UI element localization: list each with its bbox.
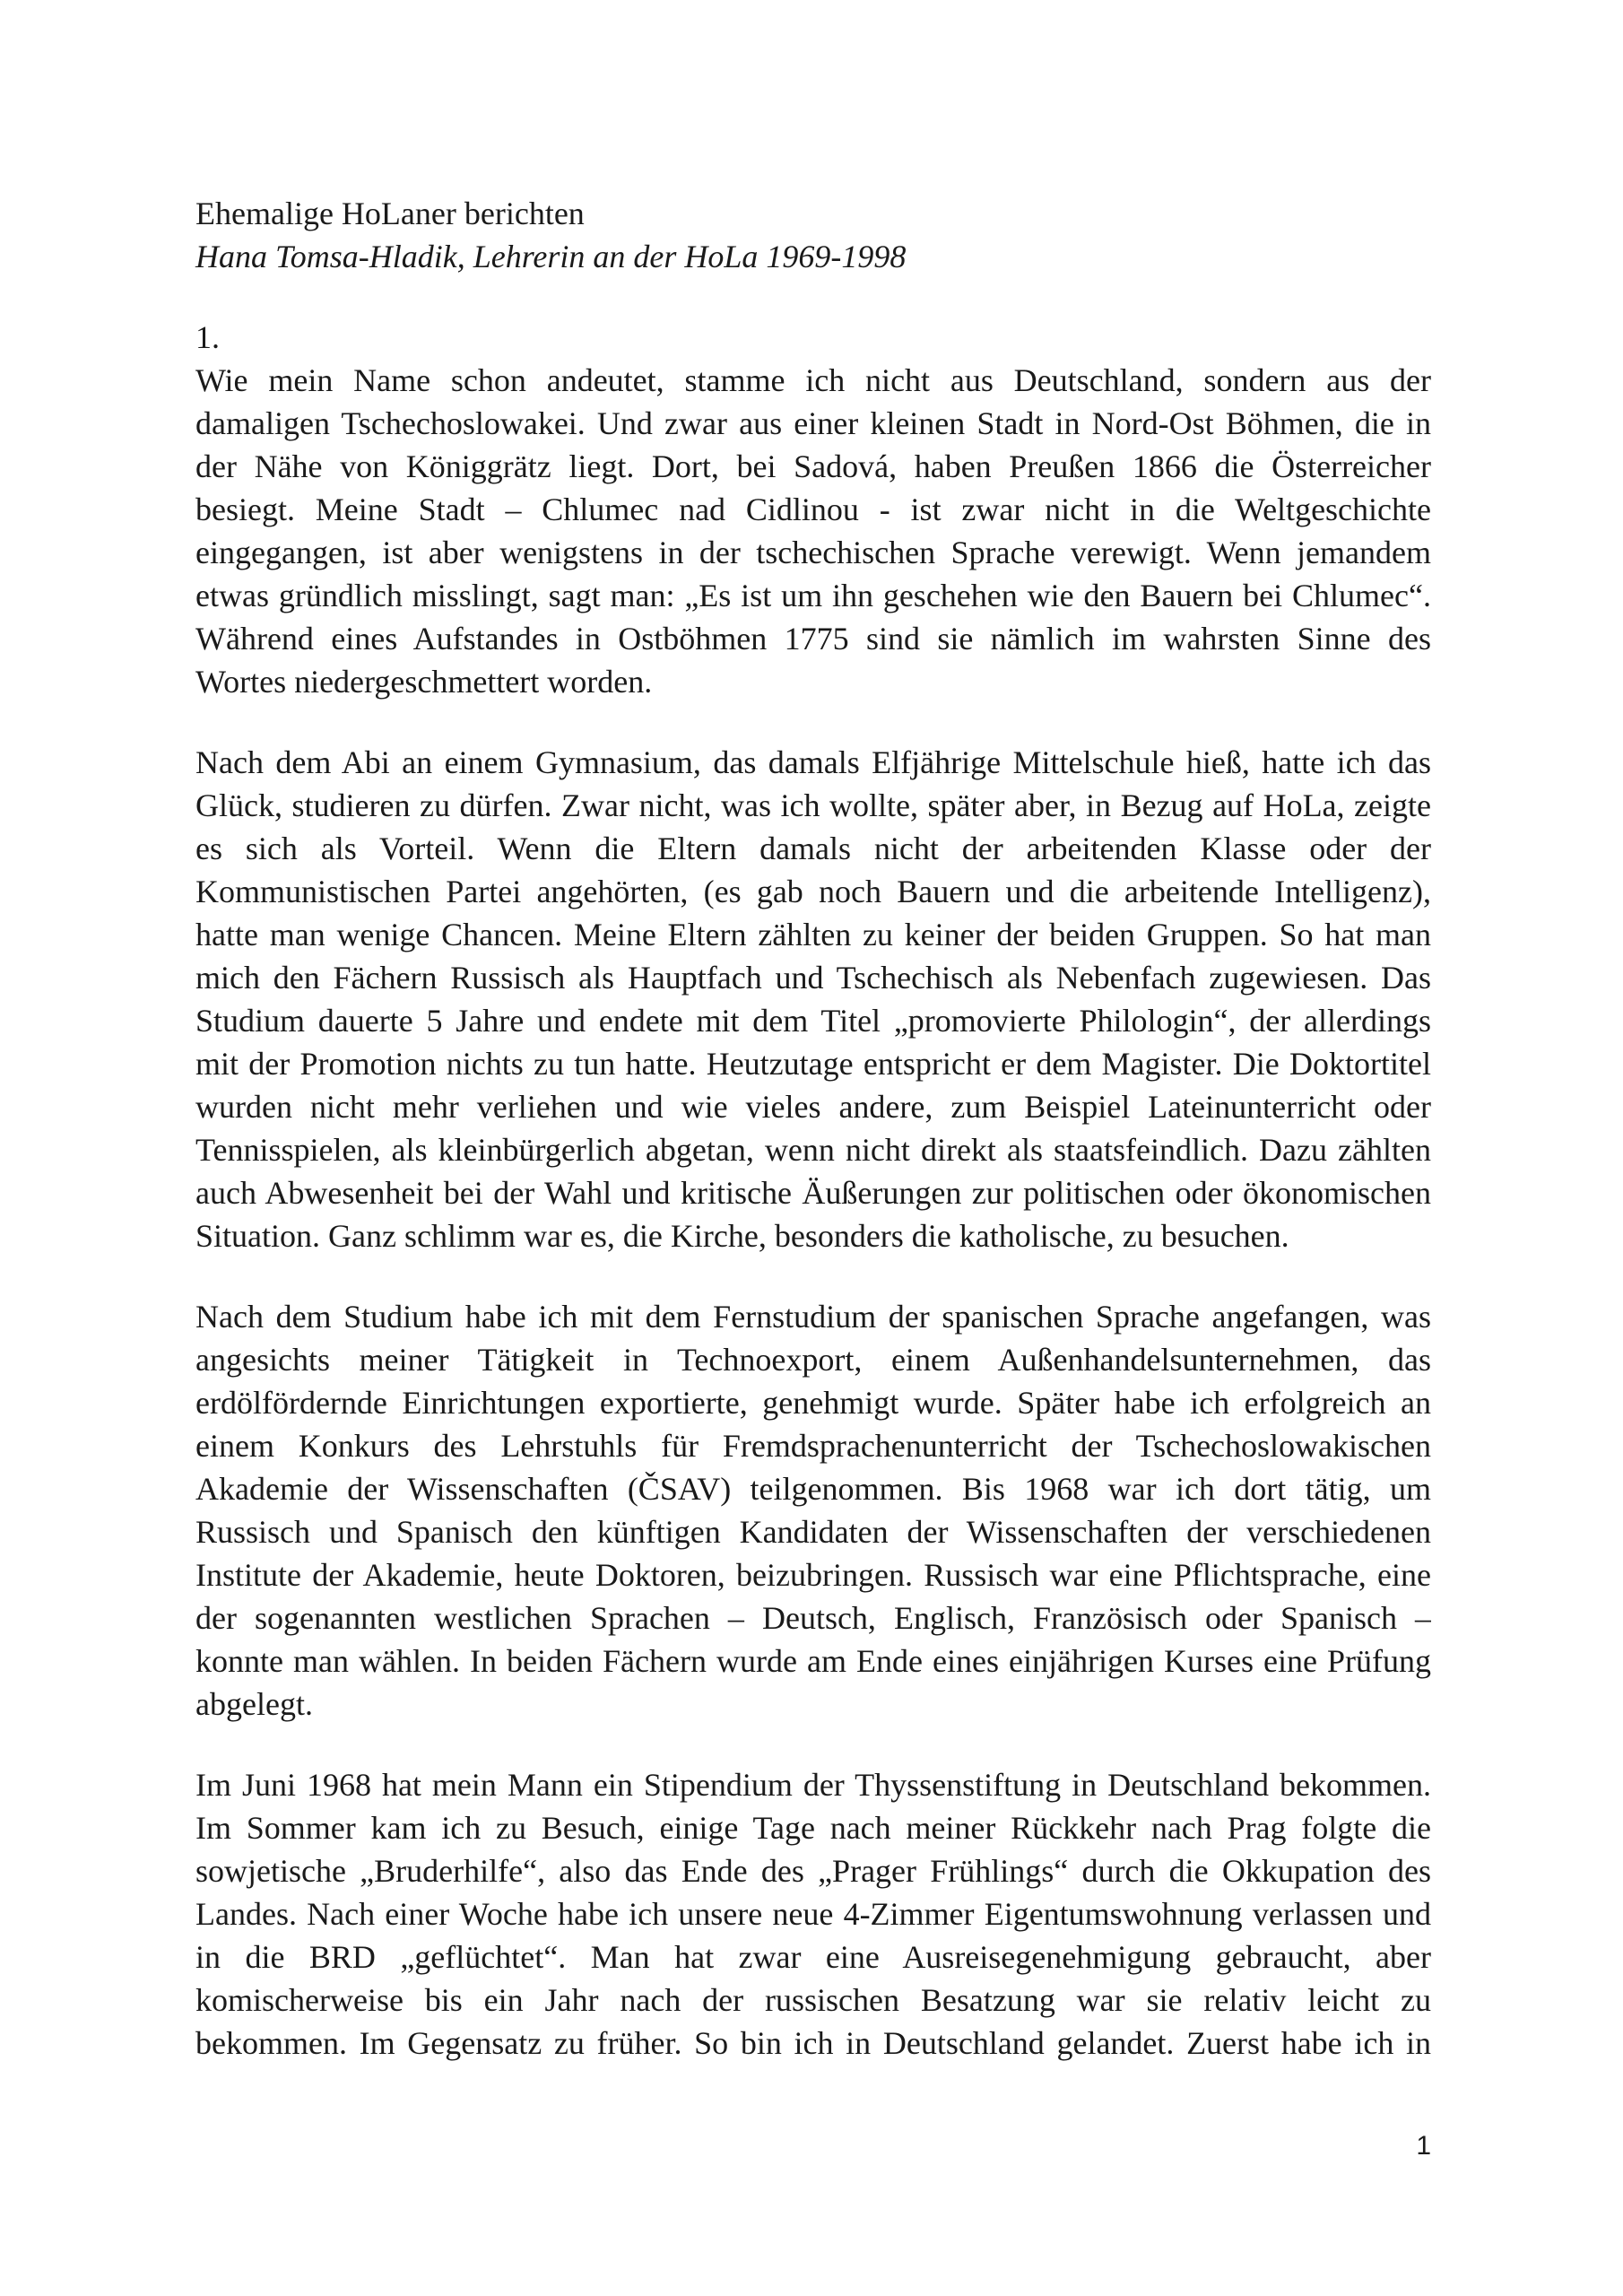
paragraph-line: Studium dauerte 5 Jahre und endete mit dem Titel „promovierte Philologin“, der allerdings [195, 1003, 1431, 1039]
paragraph-line: Im Juni 1968 hat mein Mann ein Stipendium der Thyssenstiftung in Deutschland bekommen. [195, 1767, 1431, 1803]
paragraph-line: Landes. Nach einer Woche habe ich unsere neue 4-Zimmer Eigentumswohnung verlassen und [195, 1896, 1431, 1932]
paragraph-line: konnte man wählen. In beiden Fächern wurde am Ende eines einjährigen Kurses eine Prüfung [195, 1643, 1431, 1679]
paragraph-line: etwas gründlich misslingt, sagt man: „Es ist um ihn geschehen wie den Bauern bei Chlumec“. [195, 578, 1431, 613]
paragraph-line: Im Sommer kam ich zu Besuch, einige Tage nach meiner Rückkehr nach Prag folgte die [195, 1810, 1431, 1846]
paragraph-line: auch Abwesenheit bei der Wahl und kritische Äußerungen zur politischen oder ökonomischen [195, 1175, 1431, 1211]
paragraph-line: wurden nicht mehr verliehen und wie vieles andere, zum Beispiel Lateinunterricht oder [195, 1089, 1431, 1125]
paragraph-line: es sich als Vorteil. Wenn die Eltern damals nicht der arbeitenden Klasse oder der [195, 831, 1431, 866]
paragraph-line: in die BRD „geflüchtet“. Man hat zwar eine Ausreisegenehmigung gebraucht, aber [195, 1939, 1431, 1975]
paragraph-line: mich den Fächern Russisch als Hauptfach und Tschechisch als Nebenfach zugewiesen. Das [195, 960, 1431, 996]
paragraph-line: Nach dem Studium habe ich mit dem Fernstudium der spanischen Sprache angefangen, was [195, 1299, 1431, 1335]
paragraph-line: Russisch und Spanisch den künftigen Kandidaten der Wissenschaften der verschiedenen [195, 1514, 1431, 1550]
paragraph-line: einem Konkurs des Lehrstuhls für Fremdsprachenunterricht der Tschechoslowakischen [195, 1428, 1431, 1464]
paragraph-line: der Nähe von Königgrätz liegt. Dort, bei Sadová, haben Preußen 1866 die Österreicher [195, 448, 1431, 484]
paragraph-line: Institute der Akademie, heute Doktoren, beizubringen. Russisch war eine Pflichtsprache, eine [195, 1557, 1431, 1593]
paragraph-4 [195, 1763, 1431, 2065]
paragraph-2 [195, 741, 1431, 1257]
paragraph-line: Akademie der Wissenschaften (ČSAV) teilgenommen. Bis 1968 war ich dort tätig, um [195, 1471, 1431, 1507]
paragraph-line: Tennisspielen, als kleinbürgerlich abgetan, wenn nicht direkt als staatsfeindlich. Dazu zählten [195, 1132, 1431, 1168]
text-column [195, 192, 1431, 2065]
paragraph-3 [195, 1295, 1431, 1726]
paragraph-line: komischerweise bis ein Jahr nach der russischen Besatzung war sie relativ leicht zu [195, 1982, 1431, 2018]
paragraph-line: damaligen Tschechoslowakei. Und zwar aus einer kleinen Stadt in Nord-Ost Böhmen, die in [195, 405, 1431, 441]
paragraph-line: der sogenannten westlichen Sprachen – Deutsch, Englisch, Französisch oder Spanisch – [195, 1600, 1431, 1636]
paragraph-line: Wie mein Name schon andeutet, stamme ich nicht aus Deutschland, sondern aus der [195, 362, 1431, 398]
paragraph-line: angesichts meiner Tätigkeit in Technoexport, einem Außenhandelsunternehmen, das [195, 1342, 1431, 1378]
paragraph-line: Kommunistischen Partei angehörten, (es gab noch Bauern und die arbeitende Intelligenz), [195, 874, 1431, 909]
paragraph-line: hatte man wenige Chancen. Meine Eltern zählten zu keiner der beiden Gruppen. So hat man [195, 917, 1431, 952]
page-number: 1 [1416, 2131, 1431, 2161]
paragraph-spacer [195, 1726, 1431, 1763]
paragraph-line: Während eines Aufstandes in Ostböhmen 1775 sind sie nämlich im wahrsten Sinne des [195, 621, 1431, 657]
paragraph-line: Glück, studieren zu dürfen. Zwar nicht, was ich wollte, später aber, in Bezug auf HoLa, zeigte [195, 787, 1431, 823]
paragraph-line: erdölfördernde Einrichtungen exportierte, genehmigt wurde. Später habe ich erfolgreich an [195, 1385, 1431, 1421]
document-subtitle: Hana Tomsa-Hladik, Lehrerin an der HoLa 1969-1998 [195, 239, 907, 274]
paragraph-line: abgelegt. [195, 1686, 313, 1722]
paragraph-line: Situation. Ganz schlimm war es, die Kirche, besonders die katholische, zu besuchen. [195, 1218, 1289, 1254]
paragraph-spacer [195, 703, 1431, 741]
document-title: Ehemalige HoLaner berichten [195, 196, 585, 231]
paragraph-line: Wortes niedergeschmettert worden. [195, 664, 653, 700]
paragraph-line: mit der Promotion nichts zu tun hatte. Heutzutage entspricht er dem Magister. Die Doktortitel [195, 1046, 1431, 1082]
section-number: 1. [195, 319, 220, 355]
paragraph-spacer [195, 1257, 1431, 1295]
paragraph-line: sowjetische „Bruderhilfe“, also das Ende des „Prager Frühlings“ durch die Okkupation des [195, 1853, 1431, 1889]
paragraph-1 [195, 359, 1431, 703]
spacer [195, 278, 1431, 316]
paragraph-line: Nach dem Abi an einem Gymnasium, das damals Elfjährige Mittelschule hieß, hatte ich das [195, 744, 1431, 780]
paragraph-line: eingegangen, ist aber wenigstens in der tschechischen Sprache verewigt. Wenn jemandem [195, 535, 1431, 570]
paragraph-line: bekommen. Im Gegensatz zu früher. So bin ich in Deutschland gelandet. Zuerst habe ich in [195, 2025, 1431, 2061]
paragraph-line: besiegt. Meine Stadt – Chlumec nad Cidlinou - ist zwar nicht in die Weltgeschichte [195, 491, 1431, 527]
